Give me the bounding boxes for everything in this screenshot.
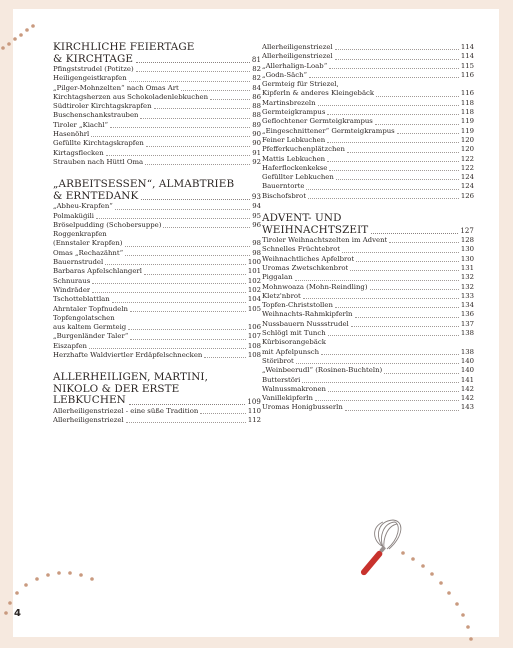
section-title-text: ALLERHEILIGEN, MARTINI, xyxy=(53,371,209,384)
dot-leader xyxy=(136,71,251,72)
toc-entry[interactable] xyxy=(262,236,474,245)
toc-entry-title: Uromas Honigbusserln xyxy=(262,403,343,412)
dot-leader xyxy=(356,261,459,262)
toc-entry-page: 140 xyxy=(460,366,474,375)
dot-leader xyxy=(355,317,459,318)
toc-entry-page: 94 xyxy=(252,202,261,211)
dot-leader xyxy=(210,99,250,100)
dot-leader xyxy=(328,335,459,336)
toc-entry[interactable] xyxy=(262,320,474,329)
book-page xyxy=(13,9,499,637)
toc-entry-title-line1: Topfengolatschen xyxy=(53,313,115,322)
dot-leader xyxy=(128,329,246,330)
dot-leader xyxy=(309,77,459,78)
dot-leader xyxy=(105,264,246,265)
toc-entry-title: Allerheiligenstriezel - eine süße Tradition xyxy=(53,406,199,415)
toc-entry-page: 82 xyxy=(252,74,261,83)
section-page-number: 93 xyxy=(251,193,261,202)
dot-leader xyxy=(329,68,459,69)
toc-entry-page: 119 xyxy=(460,126,474,135)
toc-entry-page: 133 xyxy=(460,291,474,300)
dot-leader xyxy=(308,198,459,199)
toc-entry[interactable] xyxy=(262,127,474,136)
dot-leader xyxy=(318,105,459,106)
dot-leader xyxy=(126,422,246,423)
section-title-line xyxy=(53,54,261,66)
toc-entry[interactable] xyxy=(53,305,261,314)
toc-left-column xyxy=(53,42,261,425)
toc-entry-title: Barbaras Apfelschlangerl xyxy=(53,267,142,276)
dot-leader xyxy=(302,382,458,383)
dot-leader xyxy=(163,227,250,228)
toc-entry-title: Schlögl mit Tunch xyxy=(262,329,326,338)
toc-entry-title: Martinsbrezeln xyxy=(262,98,316,107)
toc-entry[interactable] xyxy=(262,43,474,52)
dot-leader xyxy=(145,164,250,165)
toc-entry-title: Tiroler „Kiachl“ xyxy=(53,120,109,129)
toc-entry-title: Walnussmakronen xyxy=(262,384,326,393)
dot-leader xyxy=(328,391,459,392)
toc-entry-title: Bischofsbrot xyxy=(262,191,306,200)
toc-entry[interactable] xyxy=(262,136,474,145)
section-title xyxy=(53,42,261,65)
toc-entry-page: 138 xyxy=(460,347,474,356)
toc-entry-title: Strauben nach Hüttl Oma xyxy=(53,157,144,166)
toc-entry-page: 116 xyxy=(460,89,474,98)
toc-entry-title: „Burgenländer Taler“ xyxy=(53,332,129,341)
toc-entry-page: 96 xyxy=(252,220,261,229)
toc-entry-title: Uromas Zwetschkenbrot xyxy=(262,263,349,272)
toc-entry-page: 116 xyxy=(460,70,474,79)
toc-entry-page: 120 xyxy=(460,145,474,154)
toc-entry-title: Ahrntaler Topfnudeln xyxy=(53,304,128,313)
toc-entry-title: Kipferln & anderes Kleingebäck xyxy=(262,89,375,98)
toc-entry[interactable] xyxy=(262,182,474,191)
toc-entry-page: 120 xyxy=(460,135,474,144)
dot-leader xyxy=(154,108,251,109)
toc-entry[interactable] xyxy=(262,52,474,61)
toc-entry-page: 84 xyxy=(252,83,261,92)
dot-leader xyxy=(146,146,250,147)
dot-leader xyxy=(335,59,459,60)
toc-entry-page: 104 xyxy=(247,295,261,304)
dot-leader xyxy=(321,354,459,355)
toc-entry[interactable] xyxy=(262,245,474,254)
dot-leader xyxy=(125,255,250,256)
toc-entry[interactable] xyxy=(53,158,261,167)
toc-entry[interactable] xyxy=(262,255,474,264)
section-title-text: LEBKUCHEN xyxy=(53,394,126,407)
dot-leader xyxy=(296,363,459,364)
dot-leader xyxy=(110,127,250,128)
dot-leader xyxy=(335,49,459,50)
toc-entry-page: 130 xyxy=(460,254,474,263)
toc-entry-page: 140 xyxy=(460,356,474,365)
toc-entry-page: 82 xyxy=(252,65,261,73)
toc-entry-page: 98 xyxy=(252,248,261,257)
dot-leader xyxy=(106,155,251,156)
toc-entry[interactable] xyxy=(262,301,474,310)
toc-entry-title: Weihnachtliches Apfelbrot xyxy=(262,254,355,263)
toc-entry-title: Weihnachts-Rahmkipferln xyxy=(262,310,353,319)
toc-entry[interactable] xyxy=(53,111,261,120)
toc-entry-page: 102 xyxy=(247,285,261,294)
toc-entry-title: (Ennstaler Krapfen) xyxy=(53,239,123,248)
dot-leader xyxy=(306,189,458,190)
toc-entry-page: 124 xyxy=(460,173,474,182)
toc-entry-page: 137 xyxy=(460,319,474,328)
toc-entry-page: 115 xyxy=(460,61,474,70)
toc-entry-page: 88 xyxy=(252,102,261,111)
toc-entry[interactable] xyxy=(262,155,474,164)
section-title-line xyxy=(262,225,474,237)
section-title-line xyxy=(53,42,261,54)
toc-entry[interactable] xyxy=(53,342,261,351)
toc-entry-page: 126 xyxy=(460,191,474,200)
section-title xyxy=(262,213,474,236)
dot-leader xyxy=(327,142,459,143)
dot-leader xyxy=(350,270,459,271)
toc-entry[interactable] xyxy=(53,332,261,341)
toc-entry-page: 90 xyxy=(252,139,261,148)
toc-entry-page: 114 xyxy=(460,52,474,61)
toc-entry-page: 90 xyxy=(252,130,261,139)
toc-entry-title: Topfen-Christstollen xyxy=(262,301,333,310)
toc-entry[interactable] xyxy=(262,145,474,154)
toc-entry-page: 118 xyxy=(460,98,474,107)
toc-entry-title: Allerheiligenstriezel xyxy=(262,52,333,61)
dot-leader xyxy=(397,133,459,134)
toc-entry-title-line1: Roggenkrapfen xyxy=(53,230,107,239)
toc-entry[interactable] xyxy=(53,121,261,130)
toc-entry[interactable] xyxy=(53,84,261,93)
toc-entry[interactable] xyxy=(53,212,261,221)
toc-entry-title: Piggalan xyxy=(262,273,293,282)
toc-entry-page: 98 xyxy=(252,239,261,248)
toc-entry[interactable] xyxy=(262,403,474,412)
dot-leader xyxy=(335,307,459,308)
section-title-line xyxy=(53,191,261,203)
toc-entry-page: 128 xyxy=(460,236,474,245)
section-title-text: WEIHNACHTSZEIT xyxy=(262,223,369,236)
toc-entry[interactable] xyxy=(262,164,474,173)
toc-entry[interactable] xyxy=(53,258,261,267)
toc-entry-title: Bauernstrudel xyxy=(53,258,104,267)
toc-entry-title: Pfefferkuchenplätzchen xyxy=(262,145,345,154)
section-title-text: KIRCHLICHE FEIERTAGE xyxy=(53,41,195,53)
section-title-text: & KIRCHTAGE xyxy=(53,52,134,65)
toc-entry-page: 134 xyxy=(460,301,474,310)
toc-entry-title: Tiroler Weihnachtszelten im Advent xyxy=(262,236,388,245)
dot-leader xyxy=(125,246,251,247)
toc-entry-page: 142 xyxy=(460,384,474,393)
dot-leader xyxy=(115,209,250,210)
dot-leader xyxy=(336,179,459,180)
dot-leader xyxy=(329,170,458,171)
toc-entry[interactable] xyxy=(53,102,261,111)
toc-entry[interactable] xyxy=(53,65,261,74)
dot-leader xyxy=(181,90,250,91)
toc-entry-page: 92 xyxy=(252,157,261,166)
toc-entry-title: Vanillekipferln xyxy=(262,394,313,403)
dot-leader xyxy=(92,292,246,293)
toc-entry-title-line1: Kürbisorangebäck xyxy=(262,338,326,347)
toc-entry-title: Heiligengeistkrapfen xyxy=(53,74,127,83)
toc-entry-title: „Weinbeerudl“ (Rosinen-Buchteln) xyxy=(262,366,383,375)
toc-entry-title: Herzhafte Waldviertler Erdäpfelschnecken xyxy=(53,351,203,360)
toc-entry-title: Hasenöhrl xyxy=(53,130,90,139)
toc-entry-page: 86 xyxy=(252,92,261,101)
toc-entry-page: 106 xyxy=(247,323,261,332)
toc-entry-page: 105 xyxy=(247,304,261,313)
toc-entry[interactable] xyxy=(53,267,261,276)
toc-entry-title: Kirtagsflecken xyxy=(53,148,104,157)
toc-entry-page: 136 xyxy=(460,310,474,319)
toc-entry[interactable] xyxy=(53,295,261,304)
dot-leader xyxy=(376,96,459,97)
dot-leader xyxy=(375,124,459,125)
toc-entry-title: Bauerntorte xyxy=(262,182,305,191)
toc-entry-page: 132 xyxy=(460,273,474,282)
dot-leader xyxy=(136,62,250,63)
toc-entry[interactable] xyxy=(262,329,474,338)
toc-entry-page: 89 xyxy=(252,120,261,129)
toc-entry[interactable] xyxy=(262,273,474,282)
section-title xyxy=(53,179,261,202)
dot-leader xyxy=(315,400,459,401)
dot-leader xyxy=(370,289,459,290)
toc-entry-title: Kirchtagsherzen aus Schokoladenlebkuchen xyxy=(53,92,209,101)
section-title-text: „ARBEITSESSEN“, ALMABTRIEB xyxy=(53,178,235,191)
toc-entry-title: Haferflockenkekse xyxy=(262,163,328,172)
toc-entry-page: 122 xyxy=(460,154,474,163)
dot-leader xyxy=(303,298,459,299)
dot-leader xyxy=(371,233,458,234)
toc-entry-title: Germteigkrampus xyxy=(262,108,326,117)
toc-entry[interactable] xyxy=(262,310,474,319)
toc-entry-title: „Pilger-Mohnzelten“ nach Omas Art xyxy=(53,83,179,92)
toc-entry[interactable] xyxy=(262,80,474,99)
toc-entry[interactable] xyxy=(262,99,474,108)
toc-entry-page: 132 xyxy=(460,282,474,291)
toc-entry-title: „Abheu-Krapfen“ xyxy=(53,202,113,211)
toc-entry-page: 112 xyxy=(247,416,261,425)
section-title-text: ADVENT- UND xyxy=(262,212,342,225)
toc-entry-title: Allerheiligenstriezel xyxy=(262,43,333,51)
toc-entry-page: 131 xyxy=(460,263,474,272)
dot-leader xyxy=(327,114,458,115)
toc-entry-page: 108 xyxy=(247,351,261,360)
dot-leader xyxy=(129,81,251,82)
toc-entry-page: 143 xyxy=(460,403,474,412)
dot-leader xyxy=(327,161,459,162)
section-page-number: 109 xyxy=(247,397,261,406)
toc-entry[interactable] xyxy=(262,385,474,394)
toc-entry-row xyxy=(53,239,261,248)
toc-entry-title: Gefüllte Kirchtagskrapfen xyxy=(53,139,144,148)
toc-entry-title: Polmaküģili xyxy=(53,211,94,220)
dot-leader xyxy=(130,311,246,312)
toc-entry[interactable] xyxy=(262,376,474,385)
dot-leader xyxy=(96,218,250,219)
dot-leader xyxy=(140,118,250,119)
toc-entry-page: 124 xyxy=(460,182,474,191)
toc-right-column xyxy=(262,43,474,413)
toc-entry-page: 95 xyxy=(252,211,261,220)
toc-entry-title: Pfingststrudel (Potitze) xyxy=(53,65,134,73)
toc-entry[interactable] xyxy=(262,173,474,182)
toc-entry-title: „Eingeschnittener“ Germteigkrampus xyxy=(262,126,395,135)
dot-leader xyxy=(141,199,250,200)
toc-entry[interactable] xyxy=(53,202,261,211)
toc-entry-title: Geflochtener Germteigkrampus xyxy=(262,117,373,126)
toc-entry[interactable] xyxy=(262,366,474,375)
dot-leader xyxy=(389,242,459,243)
toc-entry[interactable] xyxy=(262,62,474,71)
dot-leader xyxy=(92,283,246,284)
toc-entry-page: 114 xyxy=(460,43,474,51)
toc-entry-title: Schnelles Früchtebrot xyxy=(262,245,341,254)
toc-entry-title: Südtiroler Kirchtagskrapfen xyxy=(53,102,152,111)
toc-entry-title: Störibrot xyxy=(262,356,294,365)
dot-leader xyxy=(295,280,459,281)
toc-entry-title-line1: Germteig für Striezel, xyxy=(262,80,339,89)
dot-leader xyxy=(89,348,246,349)
toc-entry[interactable] xyxy=(53,221,261,230)
toc-entry-page: 119 xyxy=(460,117,474,126)
section-title-line xyxy=(262,213,474,225)
toc-entry-page: 141 xyxy=(460,375,474,384)
toc-entry-page: 91 xyxy=(252,148,261,157)
dot-leader xyxy=(347,152,459,153)
toc-entry-page: 142 xyxy=(460,394,474,403)
toc-entry-title: Feiner Lebkuchen xyxy=(262,135,326,144)
dot-leader xyxy=(351,326,459,327)
toc-entry-title: Windräder xyxy=(53,285,91,294)
toc-entry[interactable] xyxy=(53,407,261,416)
section-title-text: NIKOLO & DER ERSTE xyxy=(53,382,180,395)
toc-entry[interactable] xyxy=(53,149,261,158)
toc-entry[interactable] xyxy=(53,74,261,83)
toc-entry-title: Omas „Rechazähnt“ xyxy=(53,248,124,257)
toc-entry-title: Bröselpudding (Schobersuppe) xyxy=(53,220,162,229)
toc-entry-title: „Godn-Säch“ xyxy=(262,70,308,79)
dot-leader xyxy=(200,413,246,414)
toc-entry[interactable] xyxy=(53,351,261,360)
toc-entry[interactable] xyxy=(53,277,261,286)
toc-entry[interactable] xyxy=(262,292,474,301)
toc-entry[interactable] xyxy=(53,416,261,425)
toc-entry-title: mit Apfelpunsch xyxy=(262,347,320,356)
toc-entry[interactable] xyxy=(53,286,261,295)
dot-leader xyxy=(204,357,246,358)
section-title-line xyxy=(53,395,261,407)
toc-entry[interactable] xyxy=(53,130,261,139)
toc-entry-title: Schnuraus xyxy=(53,276,91,285)
toc-entry-page: 107 xyxy=(247,332,261,341)
dot-leader xyxy=(129,404,245,405)
toc-entry[interactable] xyxy=(53,93,261,102)
toc-entry[interactable] xyxy=(262,394,474,403)
toc-entry-page: 101 xyxy=(247,267,261,276)
toc-entry-page: 118 xyxy=(460,108,474,117)
toc-entry-title: Kletz'nbrot xyxy=(262,291,301,300)
toc-entry-title: aus kaltem Germteig xyxy=(53,323,127,332)
toc-entry-title: Butterstöri xyxy=(262,375,301,384)
toc-entry-title: Buschenschankstrauben xyxy=(53,111,139,120)
toc-entry-row xyxy=(262,348,474,357)
dot-leader xyxy=(144,274,246,275)
toc-entry[interactable] xyxy=(262,71,474,80)
toc-entry[interactable] xyxy=(262,357,474,366)
toc-entry-row xyxy=(53,323,261,332)
dot-leader xyxy=(342,252,459,253)
toc-entry-page: 110 xyxy=(247,406,261,415)
section-page-number: 81 xyxy=(251,56,261,64)
toc-entry[interactable] xyxy=(262,108,474,117)
toc-entry-title: Gefüllter Lebkuchen xyxy=(262,173,334,182)
section-page-number: 127 xyxy=(460,227,474,236)
toc-entry[interactable] xyxy=(262,283,474,292)
toc-entry-row xyxy=(262,89,474,98)
toc-entry-title: Nussbauern Nussstrudel xyxy=(262,319,349,328)
toc-entry[interactable] xyxy=(262,264,474,273)
dot-leader xyxy=(91,136,250,137)
toc-entry[interactable] xyxy=(53,249,261,258)
dot-leader xyxy=(130,339,246,340)
toc-entry[interactable] xyxy=(262,117,474,126)
toc-entry-page: 108 xyxy=(247,341,261,350)
toc-entry[interactable] xyxy=(262,192,474,201)
toc-entry[interactable] xyxy=(53,314,261,333)
page-number: 4 xyxy=(14,608,21,619)
toc-entry-page: 100 xyxy=(247,258,261,267)
toc-entry-title: Mattis Lebkuchen xyxy=(262,154,326,163)
toc-entry[interactable] xyxy=(262,338,474,357)
toc-entry-title: Mohnwoaza (Mohn-Reindling) xyxy=(262,282,368,291)
toc-entry-title: Eiszapfen xyxy=(53,341,87,350)
toc-entry-title: „Allerhalign-Loab“ xyxy=(262,61,328,70)
section-title-text: & ERNTEDANK xyxy=(53,189,139,202)
section-title xyxy=(53,372,261,407)
whisk-icon xyxy=(359,517,407,577)
dot-leader xyxy=(112,302,246,303)
toc-entry[interactable] xyxy=(53,230,261,249)
toc-entry[interactable] xyxy=(53,139,261,148)
toc-entry-page: 130 xyxy=(460,245,474,254)
toc-entry-title: Tschotteblattlan xyxy=(53,295,110,304)
toc-entry-page: 88 xyxy=(252,111,261,120)
toc-entry-title: Allerheiligenstriezel xyxy=(53,416,124,425)
dot-leader xyxy=(345,410,459,411)
toc-entry-page: 138 xyxy=(460,329,474,338)
dot-leader xyxy=(384,373,459,374)
toc-entry-page: 102 xyxy=(247,276,261,285)
toc-entry-page: 122 xyxy=(460,163,474,172)
